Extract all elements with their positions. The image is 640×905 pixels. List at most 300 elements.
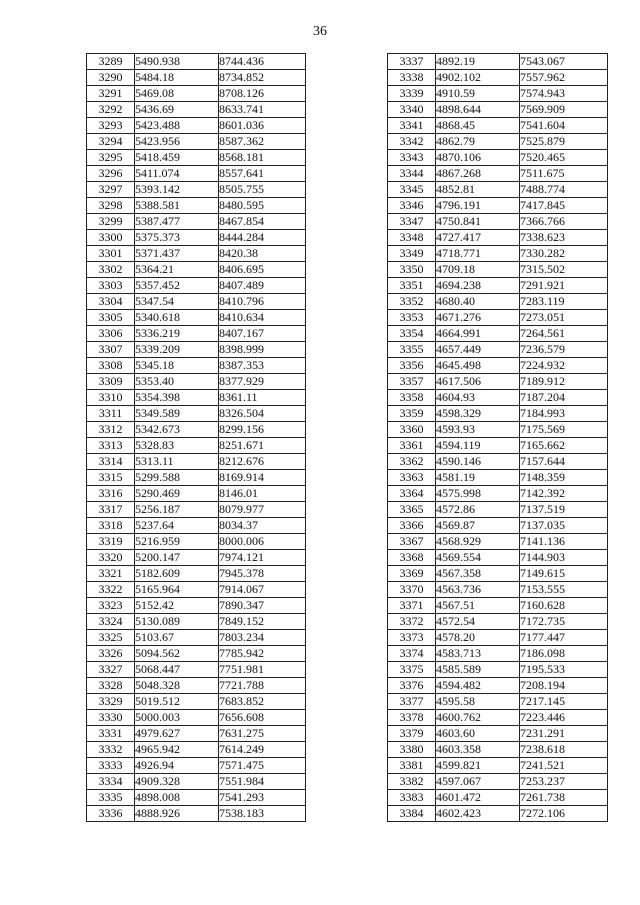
- row-id-cell: 3315: [87, 470, 135, 486]
- value-2-cell: 8410.796: [219, 294, 306, 310]
- table-row: [388, 518, 608, 534]
- row-id-cell: 3317: [87, 502, 135, 518]
- table-row: [388, 662, 608, 678]
- row-id-cell: 3316: [87, 486, 135, 502]
- row-id-cell: 3307: [87, 342, 135, 358]
- value-2-cell: 7253.237: [520, 774, 608, 790]
- value-1-cell: 4868.45: [436, 118, 520, 134]
- value-2-cell: 8361.11: [219, 390, 306, 406]
- value-2-cell: 8734.852: [219, 70, 306, 86]
- table-row: [388, 230, 608, 246]
- row-id-cell: 3323: [87, 598, 135, 614]
- row-id-cell: 3297: [87, 182, 135, 198]
- value-1-cell: 4694.238: [436, 278, 520, 294]
- table-row: [87, 662, 306, 678]
- row-id-cell: 3358: [388, 390, 436, 406]
- value-2-cell: 8410.634: [219, 310, 306, 326]
- value-2-cell: 8079.977: [219, 502, 306, 518]
- table-row: [388, 790, 608, 806]
- row-id-cell: 3302: [87, 262, 135, 278]
- row-id-cell: 3372: [388, 614, 436, 630]
- value-1-cell: 5103.67: [135, 630, 219, 646]
- table-row: [388, 614, 608, 630]
- value-2-cell: 7144.903: [520, 550, 608, 566]
- row-id-cell: 3306: [87, 326, 135, 342]
- table-row: [87, 550, 306, 566]
- data-table-right: [387, 53, 608, 822]
- row-id-cell: 3335: [87, 790, 135, 806]
- table-row: [87, 710, 306, 726]
- row-id-cell: 3350: [388, 262, 436, 278]
- value-2-cell: 7184.993: [520, 406, 608, 422]
- table-row: [388, 278, 608, 294]
- table-row: [87, 358, 306, 374]
- row-id-cell: 3292: [87, 102, 135, 118]
- table-row: [388, 774, 608, 790]
- row-id-cell: 3336: [87, 806, 135, 822]
- value-1-cell: 5387.477: [135, 214, 219, 230]
- row-id-cell: 3348: [388, 230, 436, 246]
- value-1-cell: 5357.452: [135, 278, 219, 294]
- value-2-cell: 8420.38: [219, 246, 306, 262]
- row-id-cell: 3364: [388, 486, 436, 502]
- value-2-cell: 7186.098: [520, 646, 608, 662]
- value-1-cell: 5388.581: [135, 198, 219, 214]
- data-table-left: [86, 53, 306, 822]
- table-row: [388, 326, 608, 342]
- row-id-cell: 3371: [388, 598, 436, 614]
- row-id-cell: 3333: [87, 758, 135, 774]
- value-1-cell: 4664.991: [436, 326, 520, 342]
- value-1-cell: 4572.86: [436, 502, 520, 518]
- row-id-cell: 3353: [388, 310, 436, 326]
- value-2-cell: 7231.291: [520, 726, 608, 742]
- value-1-cell: 4594.482: [436, 678, 520, 694]
- row-id-cell: 3339: [388, 86, 436, 102]
- value-1-cell: 5375.373: [135, 230, 219, 246]
- value-1-cell: 5256.187: [135, 502, 219, 518]
- value-2-cell: 8744.436: [219, 54, 306, 70]
- value-1-cell: 4902.102: [436, 70, 520, 86]
- table-row: [388, 534, 608, 550]
- value-2-cell: 7330.282: [520, 246, 608, 262]
- value-1-cell: 4603.358: [436, 742, 520, 758]
- table-row: [388, 150, 608, 166]
- value-1-cell: 4575.998: [436, 486, 520, 502]
- table-row: [388, 806, 608, 822]
- value-2-cell: 8407.167: [219, 326, 306, 342]
- table-row: [388, 374, 608, 390]
- value-2-cell: 7172.735: [520, 614, 608, 630]
- value-2-cell: 7208.194: [520, 678, 608, 694]
- value-1-cell: 4593.93: [436, 422, 520, 438]
- value-1-cell: 4585.589: [436, 662, 520, 678]
- value-2-cell: 8387.353: [219, 358, 306, 374]
- value-2-cell: 7195.533: [520, 662, 608, 678]
- value-1-cell: 4595.58: [436, 694, 520, 710]
- table-row: [388, 710, 608, 726]
- value-1-cell: 4594.119: [436, 438, 520, 454]
- value-1-cell: 5068.447: [135, 662, 219, 678]
- table-row: [87, 614, 306, 630]
- value-1-cell: 5290.469: [135, 486, 219, 502]
- value-1-cell: 4898.644: [436, 102, 520, 118]
- value-2-cell: 7557.962: [520, 70, 608, 86]
- value-1-cell: 5345.18: [135, 358, 219, 374]
- table-row: [87, 678, 306, 694]
- table-row: [87, 582, 306, 598]
- value-2-cell: 7153.555: [520, 582, 608, 598]
- value-1-cell: 5019.512: [135, 694, 219, 710]
- value-2-cell: 7137.035: [520, 518, 608, 534]
- row-id-cell: 3321: [87, 566, 135, 582]
- value-1-cell: 5342.673: [135, 422, 219, 438]
- row-id-cell: 3383: [388, 790, 436, 806]
- table-row: [87, 326, 306, 342]
- row-id-cell: 3324: [87, 614, 135, 630]
- value-1-cell: 5436.69: [135, 102, 219, 118]
- row-id-cell: 3368: [388, 550, 436, 566]
- value-2-cell: 7189.912: [520, 374, 608, 390]
- row-id-cell: 3327: [87, 662, 135, 678]
- table-row: [87, 118, 306, 134]
- row-id-cell: 3354: [388, 326, 436, 342]
- value-2-cell: 7538.183: [219, 806, 306, 822]
- value-2-cell: 7291.921: [520, 278, 608, 294]
- value-1-cell: 4909.328: [135, 774, 219, 790]
- value-1-cell: 4898.008: [135, 790, 219, 806]
- row-id-cell: 3328: [87, 678, 135, 694]
- value-2-cell: 7890.347: [219, 598, 306, 614]
- value-1-cell: 4578.20: [436, 630, 520, 646]
- row-id-cell: 3334: [87, 774, 135, 790]
- table-row: [87, 86, 306, 102]
- value-2-cell: 8169.914: [219, 470, 306, 486]
- table-row: [87, 278, 306, 294]
- table-row: [388, 358, 608, 374]
- row-id-cell: 3349: [388, 246, 436, 262]
- value-1-cell: 5418.459: [135, 150, 219, 166]
- value-1-cell: 5469.08: [135, 86, 219, 102]
- row-id-cell: 3365: [388, 502, 436, 518]
- table-row: [87, 454, 306, 470]
- value-1-cell: 5094.562: [135, 646, 219, 662]
- value-2-cell: 7261.738: [520, 790, 608, 806]
- row-id-cell: 3294: [87, 134, 135, 150]
- table-row: [87, 694, 306, 710]
- row-id-cell: 3345: [388, 182, 436, 198]
- table-row: [388, 742, 608, 758]
- value-1-cell: 4852.81: [436, 182, 520, 198]
- value-2-cell: 8444.284: [219, 230, 306, 246]
- value-1-cell: 5000.003: [135, 710, 219, 726]
- table-row: [87, 198, 306, 214]
- row-id-cell: 3325: [87, 630, 135, 646]
- table-row: [87, 150, 306, 166]
- table-row: [388, 630, 608, 646]
- value-1-cell: 4617.506: [436, 374, 520, 390]
- value-1-cell: 4602.423: [436, 806, 520, 822]
- value-2-cell: 8398.999: [219, 342, 306, 358]
- value-1-cell: 5371.437: [135, 246, 219, 262]
- value-2-cell: 7157.644: [520, 454, 608, 470]
- value-2-cell: 7148.359: [520, 470, 608, 486]
- table-row: [388, 294, 608, 310]
- table-row: [87, 598, 306, 614]
- value-1-cell: 5364.21: [135, 262, 219, 278]
- row-id-cell: 3329: [87, 694, 135, 710]
- value-1-cell: 5336.219: [135, 326, 219, 342]
- value-1-cell: 5152.42: [135, 598, 219, 614]
- value-2-cell: 7338.623: [520, 230, 608, 246]
- value-2-cell: 7142.392: [520, 486, 608, 502]
- table-row: [388, 438, 608, 454]
- table-row: [388, 54, 608, 70]
- value-2-cell: 7631.275: [219, 726, 306, 742]
- row-id-cell: 3374: [388, 646, 436, 662]
- table-row: [388, 406, 608, 422]
- row-id-cell: 3342: [388, 134, 436, 150]
- row-id-cell: 3331: [87, 726, 135, 742]
- value-2-cell: 8000.006: [219, 534, 306, 550]
- value-1-cell: 5353.40: [135, 374, 219, 390]
- table-row: [87, 246, 306, 262]
- value-2-cell: 8568.181: [219, 150, 306, 166]
- row-id-cell: 3290: [87, 70, 135, 86]
- row-id-cell: 3330: [87, 710, 135, 726]
- value-2-cell: 7217.145: [520, 694, 608, 710]
- table-row: [87, 342, 306, 358]
- row-id-cell: 3380: [388, 742, 436, 758]
- row-id-cell: 3338: [388, 70, 436, 86]
- value-2-cell: 8034.37: [219, 518, 306, 534]
- row-id-cell: 3314: [87, 454, 135, 470]
- value-2-cell: 7177.447: [520, 630, 608, 646]
- value-1-cell: 4965.942: [135, 742, 219, 758]
- row-id-cell: 3357: [388, 374, 436, 390]
- value-1-cell: 4604.93: [436, 390, 520, 406]
- value-1-cell: 4599.821: [436, 758, 520, 774]
- value-1-cell: 4709.18: [436, 262, 520, 278]
- value-2-cell: 7366.766: [520, 214, 608, 230]
- row-id-cell: 3340: [388, 102, 436, 118]
- value-2-cell: 8587.362: [219, 134, 306, 150]
- table-row: [87, 758, 306, 774]
- table-row: [388, 566, 608, 582]
- table-row: [87, 390, 306, 406]
- row-id-cell: 3309: [87, 374, 135, 390]
- value-1-cell: 4750.841: [436, 214, 520, 230]
- row-id-cell: 3381: [388, 758, 436, 774]
- value-2-cell: 7224.932: [520, 358, 608, 374]
- table-row: [87, 374, 306, 390]
- value-1-cell: 5182.609: [135, 566, 219, 582]
- row-id-cell: 3363: [388, 470, 436, 486]
- value-2-cell: 7264.561: [520, 326, 608, 342]
- value-2-cell: 8708.126: [219, 86, 306, 102]
- value-2-cell: 7551.984: [219, 774, 306, 790]
- value-2-cell: 7272.106: [520, 806, 608, 822]
- row-id-cell: 3369: [388, 566, 436, 582]
- table-row: [388, 70, 608, 86]
- value-2-cell: 7236.579: [520, 342, 608, 358]
- value-1-cell: 5393.142: [135, 182, 219, 198]
- value-2-cell: 8601.036: [219, 118, 306, 134]
- row-id-cell: 3344: [388, 166, 436, 182]
- value-2-cell: 7141.136: [520, 534, 608, 550]
- value-2-cell: 8326.504: [219, 406, 306, 422]
- row-id-cell: 3310: [87, 390, 135, 406]
- value-1-cell: 5299.588: [135, 470, 219, 486]
- table-row: [388, 86, 608, 102]
- table-row: [388, 502, 608, 518]
- row-id-cell: 3367: [388, 534, 436, 550]
- value-1-cell: 5349.589: [135, 406, 219, 422]
- row-id-cell: 3384: [388, 806, 436, 822]
- value-1-cell: 5339.209: [135, 342, 219, 358]
- value-1-cell: 4910.59: [436, 86, 520, 102]
- row-id-cell: 3343: [388, 150, 436, 166]
- row-id-cell: 3352: [388, 294, 436, 310]
- value-2-cell: 7283.119: [520, 294, 608, 310]
- row-id-cell: 3361: [388, 438, 436, 454]
- row-id-cell: 3360: [388, 422, 436, 438]
- value-2-cell: 8505.755: [219, 182, 306, 198]
- value-2-cell: 7175.569: [520, 422, 608, 438]
- row-id-cell: 3373: [388, 630, 436, 646]
- table-row: [87, 422, 306, 438]
- row-id-cell: 3305: [87, 310, 135, 326]
- table-row: [87, 646, 306, 662]
- row-id-cell: 3300: [87, 230, 135, 246]
- value-1-cell: 4718.771: [436, 246, 520, 262]
- value-1-cell: 5313.11: [135, 454, 219, 470]
- value-1-cell: 4563.736: [436, 582, 520, 598]
- row-id-cell: 3376: [388, 678, 436, 694]
- table-row: [388, 118, 608, 134]
- table-row: [87, 502, 306, 518]
- value-2-cell: 7488.774: [520, 182, 608, 198]
- value-2-cell: 7914.067: [219, 582, 306, 598]
- value-2-cell: 8633.741: [219, 102, 306, 118]
- row-id-cell: 3299: [87, 214, 135, 230]
- value-2-cell: 7721.788: [219, 678, 306, 694]
- table-row: [87, 294, 306, 310]
- table-row: [388, 166, 608, 182]
- table-row: [388, 598, 608, 614]
- value-2-cell: 7417.845: [520, 198, 608, 214]
- table-row: [388, 726, 608, 742]
- table-row: [87, 166, 306, 182]
- value-1-cell: 4680.40: [436, 294, 520, 310]
- value-2-cell: 8557.641: [219, 166, 306, 182]
- value-2-cell: 8146.01: [219, 486, 306, 502]
- table-row: [388, 454, 608, 470]
- table-row: [87, 102, 306, 118]
- value-1-cell: 5048.328: [135, 678, 219, 694]
- table-row: [388, 694, 608, 710]
- row-id-cell: 3347: [388, 214, 436, 230]
- table-row: [87, 790, 306, 806]
- table-row: [87, 518, 306, 534]
- table-row: [388, 102, 608, 118]
- value-1-cell: 4888.926: [135, 806, 219, 822]
- page-number: 36: [313, 24, 327, 39]
- row-id-cell: 3375: [388, 662, 436, 678]
- table-row: [87, 774, 306, 790]
- value-2-cell: 7683.852: [219, 694, 306, 710]
- table-row: [388, 582, 608, 598]
- row-id-cell: 3312: [87, 422, 135, 438]
- row-id-cell: 3378: [388, 710, 436, 726]
- value-2-cell: 7149.615: [520, 566, 608, 582]
- table-row: [388, 342, 608, 358]
- value-1-cell: 4590.146: [436, 454, 520, 470]
- value-1-cell: 4657.449: [436, 342, 520, 358]
- value-2-cell: 7803.234: [219, 630, 306, 646]
- value-1-cell: 4567.358: [436, 566, 520, 582]
- table-row: [388, 422, 608, 438]
- table-row: [388, 214, 608, 230]
- value-1-cell: 4603.60: [436, 726, 520, 742]
- value-1-cell: 4569.87: [436, 518, 520, 534]
- table-row: [388, 198, 608, 214]
- value-1-cell: 5340.618: [135, 310, 219, 326]
- value-2-cell: 7614.249: [219, 742, 306, 758]
- row-id-cell: 3346: [388, 198, 436, 214]
- table-row: [87, 486, 306, 502]
- value-2-cell: 8251.671: [219, 438, 306, 454]
- value-1-cell: 4601.472: [436, 790, 520, 806]
- value-2-cell: 7974.121: [219, 550, 306, 566]
- row-id-cell: 3298: [87, 198, 135, 214]
- value-1-cell: 4867.268: [436, 166, 520, 182]
- value-1-cell: 4926.94: [135, 758, 219, 774]
- row-id-cell: 3370: [388, 582, 436, 598]
- table-row: [388, 758, 608, 774]
- table-row: [388, 246, 608, 262]
- row-id-cell: 3332: [87, 742, 135, 758]
- row-id-cell: 3351: [388, 278, 436, 294]
- row-id-cell: 3313: [87, 438, 135, 454]
- table-row: [87, 310, 306, 326]
- row-id-cell: 3320: [87, 550, 135, 566]
- value-2-cell: 7541.604: [520, 118, 608, 134]
- value-1-cell: 5354.398: [135, 390, 219, 406]
- table-row: [87, 438, 306, 454]
- value-2-cell: 7945.378: [219, 566, 306, 582]
- table-row: [87, 406, 306, 422]
- table-row: [388, 262, 608, 278]
- value-2-cell: 8406.695: [219, 262, 306, 278]
- value-2-cell: 8407.489: [219, 278, 306, 294]
- table-row: [87, 214, 306, 230]
- row-id-cell: 3291: [87, 86, 135, 102]
- table-row: [388, 646, 608, 662]
- table-row: [388, 678, 608, 694]
- value-1-cell: 4892.19: [436, 54, 520, 70]
- row-id-cell: 3382: [388, 774, 436, 790]
- row-id-cell: 3303: [87, 278, 135, 294]
- value-1-cell: 5347.54: [135, 294, 219, 310]
- table-row: [87, 54, 306, 70]
- table-row: [87, 742, 306, 758]
- value-2-cell: 7238.618: [520, 742, 608, 758]
- table-row: [388, 470, 608, 486]
- value-1-cell: 4727.417: [436, 230, 520, 246]
- row-id-cell: 3304: [87, 294, 135, 310]
- row-id-cell: 3379: [388, 726, 436, 742]
